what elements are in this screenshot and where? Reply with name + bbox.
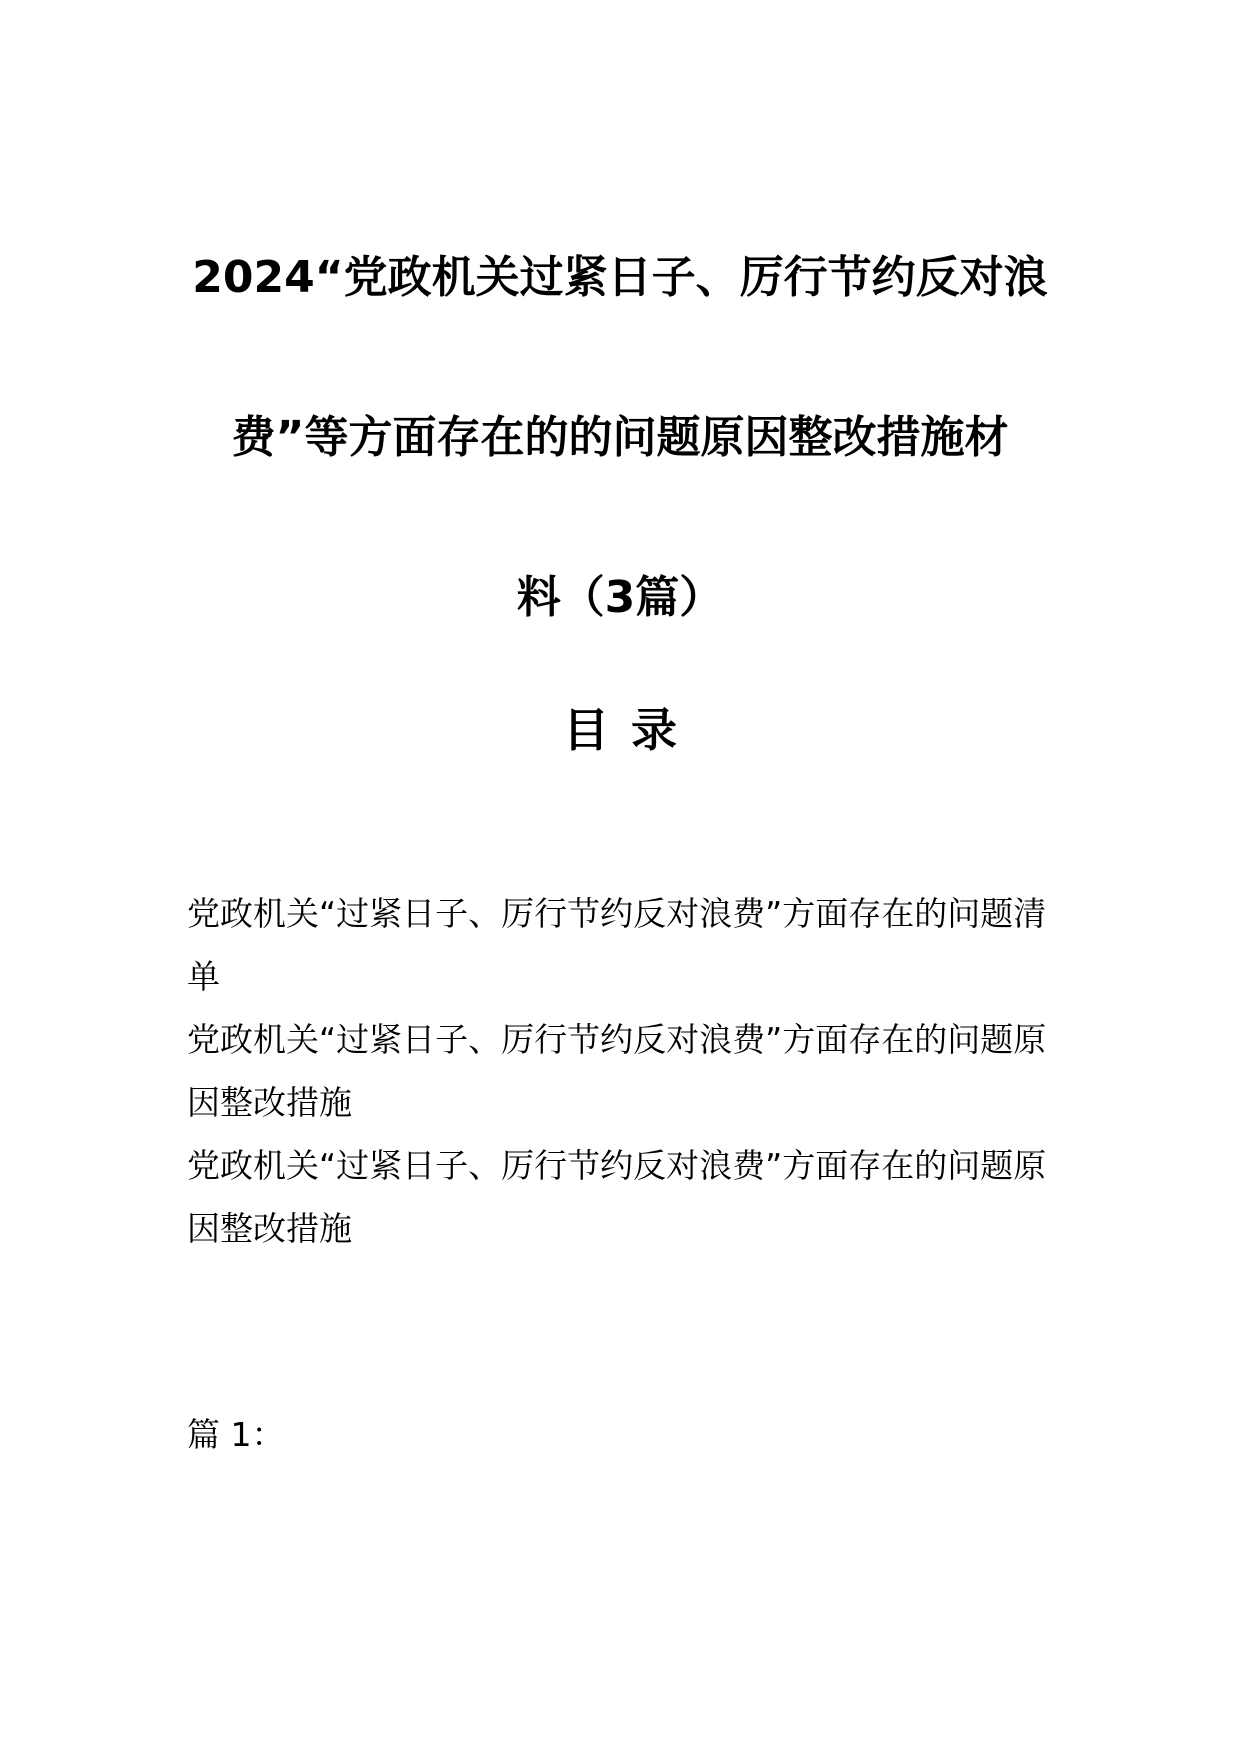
toc-heading-char-2: 录: [631, 703, 677, 757]
toc-item[interactable]: 党政机关“过紧日子、厉行节约反对浪费”方面存在的问题原因整改措施: [187, 1146, 1047, 1248]
toc-heading-char-1: 目: [563, 703, 609, 757]
title-line-2: 费”等方面存在的的问题原因整改措施材: [231, 412, 1009, 463]
toc-heading: [0, 700, 1240, 760]
toc-item[interactable]: 党政机关“过紧日子、厉行节约反对浪费”方面存在的问题清单: [187, 894, 1047, 996]
document-title: [185, 198, 1055, 678]
title-line-3: 料（3篇）: [516, 572, 724, 623]
section-label: 篇 1：: [187, 1415, 285, 1454]
toc-item[interactable]: 党政机关“过紧日子、厉行节约反对浪费”方面存在的问题原因整改措施: [187, 1020, 1047, 1122]
table-of-contents: [187, 882, 1055, 1260]
title-line-1: 2024“党政机关过紧日子、厉行节约反对浪: [192, 252, 1048, 303]
